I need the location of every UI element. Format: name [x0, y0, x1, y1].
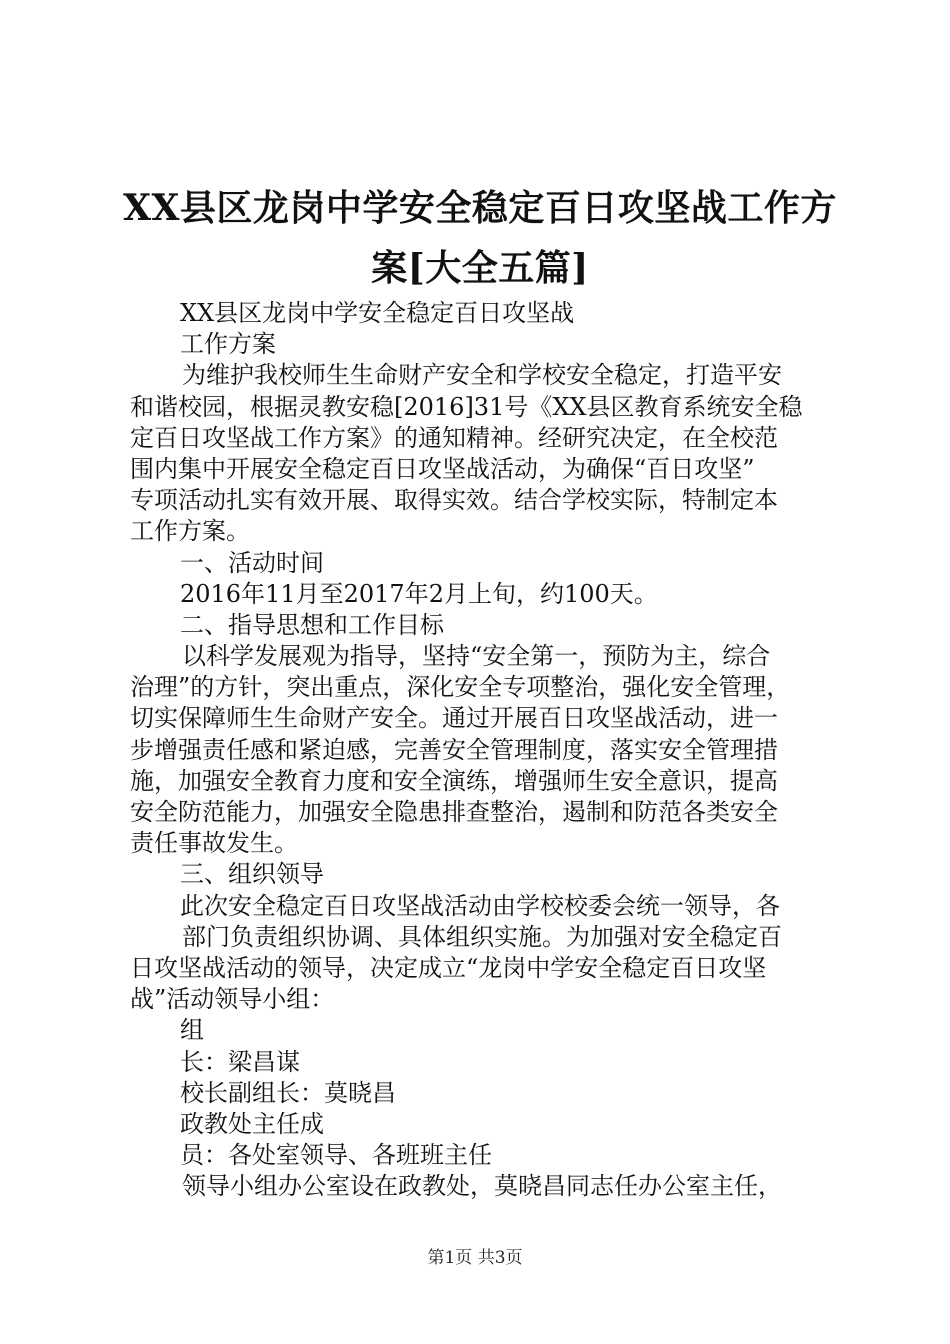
paragraph-line: 和谐校园，根据灵教安稳[2016]31号《XX县区教育系统安全稳: [130, 392, 803, 421]
paragraph-line: 切实保障师生生命财产安全。通过开展百日攻坚战活动，进一: [130, 704, 778, 733]
paragraph-line: 组: [180, 1016, 204, 1045]
title-line-2: 案[大全五篇]: [371, 247, 589, 289]
page-footer: 第1页 共3页: [427, 1248, 523, 1268]
section-heading: 三、组织领导: [180, 860, 324, 889]
document-title: [110, 178, 850, 298]
paragraph-line: 治理”的方针，突出重点，深化安全专项整治，强化安全管理，: [130, 673, 791, 702]
paragraph-line: 部门负责组织协调、具体组织实施。为加强对安全稳定百: [182, 922, 782, 951]
paragraph-line: 战”活动领导小组：: [130, 985, 335, 1014]
title-line-1: XX县区龙岗中学安全稳定百日攻坚战工作方: [123, 187, 837, 229]
paragraph-line: 政教处主任成: [180, 1109, 324, 1138]
heading-line: 工作方案: [180, 330, 276, 359]
section-heading: 一、活动时间: [180, 548, 324, 577]
paragraph-line: 施，加强安全教育力度和安全演练，增强师生安全意识，提高: [130, 766, 778, 795]
paragraph-line: 领导小组办公室设在政教处，莫晓昌同志任办公室主任，: [182, 1172, 782, 1201]
paragraph-line: 工作方案。: [130, 517, 250, 546]
paragraph-line: 以科学发展观为指导，坚持“安全第一，预防为主，综合: [182, 642, 771, 671]
paragraph-line: 专项活动扎实有效开展、取得实效。结合学校实际，特制定本: [130, 486, 778, 515]
document-body: [130, 298, 840, 1202]
paragraph-line: 围内集中开展安全稳定百日攻坚战活动，为确保“百日攻坚”: [130, 454, 755, 483]
paragraph-line: 步增强责任感和紧迫感，完善安全管理制度，落实安全管理措: [130, 735, 778, 764]
paragraph-line: 日攻坚战活动的领导，决定成立“龙岗中学安全稳定百日攻坚: [130, 953, 767, 982]
paragraph-line: 定百日攻坚战工作方案》的通知精神。经研究决定，在全校范: [130, 423, 778, 452]
section-heading: 二、指导思想和工作目标: [180, 610, 444, 639]
paragraph-line: 为维护我校师生生命财产安全和学校安全稳定，打造平安: [182, 361, 782, 390]
paragraph-line: 责任事故发生。: [130, 829, 298, 858]
paragraph-line: 安全防范能力，加强安全隐患排查整治，遏制和防范各类安全: [130, 798, 778, 826]
paragraph-line: 此次安全稳定百日攻坚战活动由学校校委会统一领导，各: [180, 891, 780, 920]
paragraph-line: 2016年11月至2017年2月上旬，约100天。: [180, 579, 658, 608]
paragraph-line: 员：各处室领导、各班班主任: [180, 1141, 492, 1170]
heading-line: XX县区龙岗中学安全稳定百日攻坚战: [180, 299, 575, 327]
paragraph-line: 长：梁昌谋: [180, 1047, 300, 1076]
paragraph-line: 校长副组长：莫晓昌: [180, 1078, 396, 1107]
